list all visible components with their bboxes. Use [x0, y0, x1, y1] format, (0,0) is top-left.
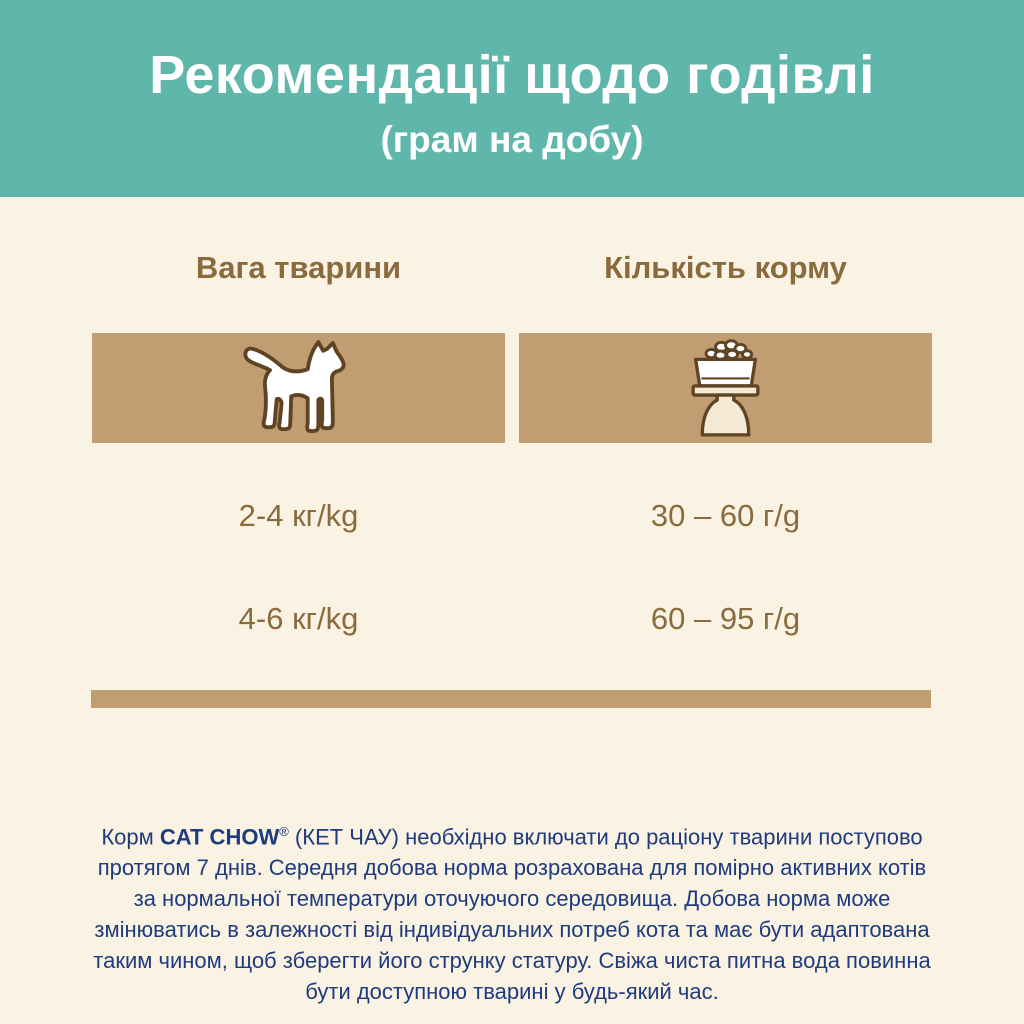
weight-value-row2: 4-6 кг/kg	[238, 601, 359, 636]
page-title: Рекомендації щодо годівлі	[149, 44, 875, 105]
weight-value-row1: 2-4 кг/kg	[238, 498, 359, 533]
page-subtitle: (грам на добу)	[380, 119, 644, 161]
column-headers-row	[92, 250, 932, 286]
table-row	[92, 498, 932, 534]
food-amount-bar	[519, 333, 932, 443]
registered-trademark-symbol: ®	[279, 824, 289, 839]
divider-bar	[91, 690, 931, 708]
column-header-food-amount: Кількість корму	[604, 250, 847, 285]
brand-name: CAT CHOW	[159, 824, 280, 850]
icon-bars-row	[92, 333, 932, 443]
footer-text-prefix: Корм	[101, 824, 160, 850]
header-banner	[0, 0, 1024, 197]
food-amount-row2: 60 – 95 г/g	[650, 601, 801, 636]
footer-text-body: (КЕТ ЧАУ) необхідно включати до раціону тварини поступово протягом 7 днів. Середня добова норма розрахована для помірно активних котів за нормальної температури оточуючого середовища. Добова норма може змінюватись в залежності від індивідуальних потреб кота та має бути адаптована таким чином, щоб зберегти його струнку статуру. Свіжа чиста питна вода повинна бути доступною тварині у будь-який час.	[93, 824, 931, 1005]
footer-note	[87, 816, 937, 1007]
table-row	[92, 601, 932, 637]
column-header-animal-weight: Вага тварини	[195, 250, 402, 285]
cat-icon	[240, 339, 358, 438]
food-amount-row1: 30 – 60 г/g	[650, 498, 801, 533]
animal-weight-bar	[92, 333, 505, 443]
food-bowl-icon	[684, 336, 767, 440]
